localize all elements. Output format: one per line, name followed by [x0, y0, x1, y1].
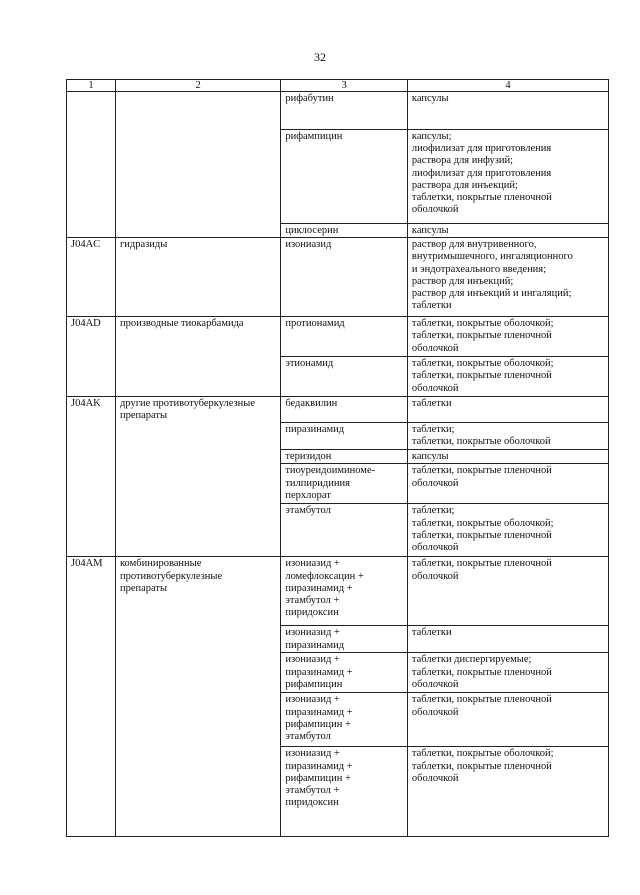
substance-cell: изониазид + пиразинамид	[281, 626, 408, 653]
group-name-cell	[115, 653, 280, 693]
substance-cell: протионамид	[281, 317, 408, 357]
substance-cell: бедаквилин	[281, 397, 408, 423]
substance-cell: этамбутол	[281, 504, 408, 557]
atc-code-cell	[67, 423, 116, 450]
substance-cell: теризидон	[281, 450, 408, 464]
dosage-forms-cell: капсулы	[407, 92, 608, 130]
group-name-cell: гидразиды	[115, 238, 280, 317]
atc-code-cell	[67, 464, 116, 504]
table-row	[67, 626, 609, 653]
group-name-cell: производные тиокарбамида	[115, 317, 280, 357]
atc-code-cell: J04AC	[67, 238, 116, 317]
dosage-forms-cell: таблетки; таблетки, покрытые оболочкой	[407, 423, 608, 450]
column-number-4: 4	[407, 80, 608, 92]
dosage-forms-cell: таблетки, покрытые оболочкой; таблетки, покрытые пленочной оболочкой	[407, 357, 608, 397]
group-name-cell	[115, 224, 280, 238]
drug-list-table	[66, 79, 609, 837]
dosage-forms-cell: капсулы	[407, 224, 608, 238]
group-name-cell	[115, 464, 280, 504]
substance-cell: рифампицин	[281, 130, 408, 224]
column-number-2: 2	[115, 80, 280, 92]
substance-cell: циклосерин	[281, 224, 408, 238]
group-name-cell	[115, 693, 280, 747]
substance-cell: изониазид + пиразинамид + рифампицин + этамбутол + пиридоксин	[281, 747, 408, 837]
atc-code-cell	[67, 92, 116, 130]
substance-cell: изониазид + ломефлоксацин + пиразинамид + этамбутол + пиридоксин	[281, 557, 408, 626]
group-name-cell	[115, 357, 280, 397]
page-number: 32	[314, 50, 326, 64]
table-row	[67, 130, 609, 224]
table-row	[67, 238, 609, 317]
dosage-forms-cell: капсулы; лиофилизат для приготовления раствора для инфузий; лиофилизат для приготовления раствора для инъекций; таблетки, покрытые пленочной оболочкой	[407, 130, 608, 224]
column-number-1: 1	[67, 80, 116, 92]
table-row	[67, 504, 609, 557]
substance-cell: изониазид + пиразинамид + рифампицин	[281, 653, 408, 693]
dosage-forms-cell: таблетки	[407, 626, 608, 653]
dosage-forms-cell: таблетки, покрытые пленочной оболочкой	[407, 557, 608, 626]
table-row	[67, 693, 609, 747]
dosage-forms-cell: таблетки диспергируемые; таблетки, покрытые пленочной оболочкой	[407, 653, 608, 693]
substance-cell: рифабутин	[281, 92, 408, 130]
table-row	[67, 653, 609, 693]
group-name-cell	[115, 626, 280, 653]
table-row	[67, 747, 609, 837]
atc-code-cell	[67, 653, 116, 693]
dosage-forms-cell: таблетки, покрытые оболочкой; таблетки, покрытые пленочной оболочкой	[407, 747, 608, 837]
atc-code-cell	[67, 626, 116, 653]
column-number-3: 3	[281, 80, 408, 92]
table-header-row	[67, 80, 609, 92]
dosage-forms-cell: таблетки; таблетки, покрытые оболочкой; таблетки, покрытые пленочной оболочкой	[407, 504, 608, 557]
group-name-cell	[115, 130, 280, 224]
group-name-cell	[115, 423, 280, 450]
substance-cell: изониазид	[281, 238, 408, 317]
group-name-cell: комбинированные противотуберкулезные препараты	[115, 557, 280, 626]
substance-cell: тиоуреидоиминоме- тилпиридиния перхлорат	[281, 464, 408, 504]
dosage-forms-cell: таблетки, покрытые оболочкой; таблетки, покрытые пленочной оболочкой	[407, 317, 608, 357]
atc-code-cell	[67, 450, 116, 464]
atc-code-cell	[67, 504, 116, 557]
table-row	[67, 224, 609, 238]
atc-code-cell	[67, 224, 116, 238]
table-row	[67, 317, 609, 357]
atc-code-cell: J04AK	[67, 397, 116, 423]
group-name-cell	[115, 92, 280, 130]
atc-code-cell: J04AD	[67, 317, 116, 357]
atc-code-cell	[67, 130, 116, 224]
substance-cell: пиразинамид	[281, 423, 408, 450]
table-row	[67, 450, 609, 464]
table-row	[67, 423, 609, 450]
dosage-forms-cell: таблетки, покрытые пленочной оболочкой	[407, 464, 608, 504]
group-name-cell: другие противотуберкулезные препараты	[115, 397, 280, 423]
atc-code-cell	[67, 357, 116, 397]
dosage-forms-cell: капсулы	[407, 450, 608, 464]
table-row	[67, 357, 609, 397]
atc-code-cell	[67, 693, 116, 747]
table-row	[67, 464, 609, 504]
dosage-forms-cell: таблетки, покрытые пленочной оболочкой	[407, 693, 608, 747]
substance-cell: этионамид	[281, 357, 408, 397]
dosage-forms-cell: таблетки	[407, 397, 608, 423]
atc-code-cell	[67, 747, 116, 837]
group-name-cell	[115, 450, 280, 464]
table-row	[67, 92, 609, 130]
table-row	[67, 557, 609, 626]
atc-code-cell: J04AM	[67, 557, 116, 626]
table-row	[67, 397, 609, 423]
group-name-cell	[115, 504, 280, 557]
substance-cell: изониазид + пиразинамид + рифампицин + этамбутол	[281, 693, 408, 747]
group-name-cell	[115, 747, 280, 837]
dosage-forms-cell: раствор для внутривенного, внутримышечного, ингаляционного и эндотрахеального введения; раствор для инъекций; раствор для инъекций и ингаляций; таблетки	[407, 238, 608, 317]
